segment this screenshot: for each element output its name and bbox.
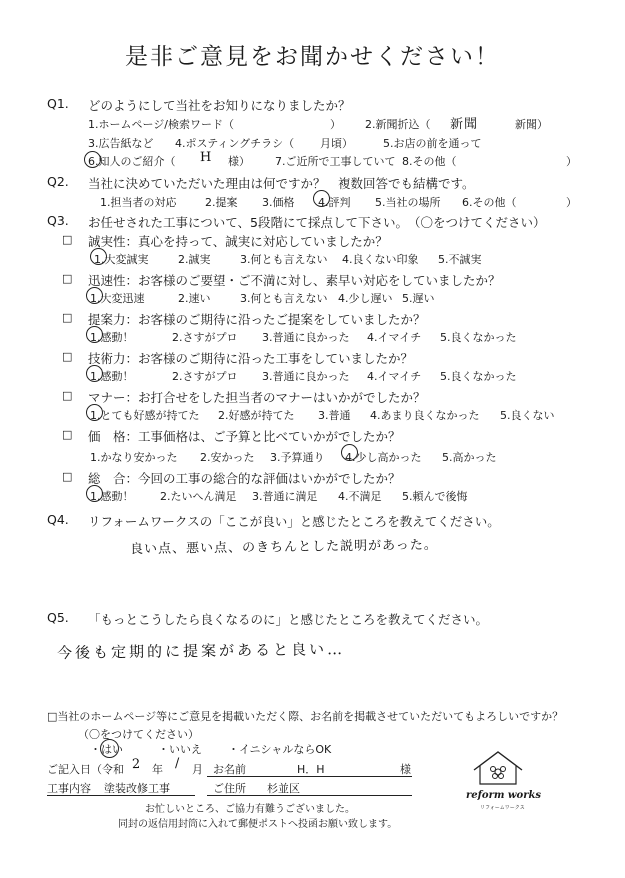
q3-sincerity-option-5[interactable]: 5.不誠実	[438, 253, 482, 266]
work-underline	[47, 795, 195, 796]
work-value[interactable]: 塗装改修工事	[104, 782, 170, 795]
consent-option-yes[interactable]: ・はい	[90, 743, 123, 756]
footer-thanks: お忙しいところ、ご協力有難うございました。	[145, 804, 355, 815]
q1-newspaper-handwritten: 新聞	[449, 116, 479, 133]
q1-option-posting-month: 月頃）	[320, 137, 353, 150]
q1-option-newspaper-close: 新聞）	[515, 118, 548, 131]
q3-proposal-option-2[interactable]: 2.さすがプロ	[172, 331, 238, 344]
q3-overall-option-4[interactable]: 4.不満足	[338, 490, 382, 503]
consent-option-initials[interactable]: ・イニシャルならOK	[228, 743, 332, 756]
q3-item-label-technique: 技術力：お客様のご期待に沿った工事をしていましたか？	[88, 351, 414, 366]
q3-item-label-sincerity: 誠実性：真心を持って、誠実に対応していましたか？	[88, 234, 388, 249]
q3-item-label-price: 価 格：工事価格は、ご予算と比べていかがでしたか？	[88, 429, 401, 444]
logo-subtitle: リフォームワークス	[480, 805, 525, 811]
q3-manner-option-4[interactable]: 4.あまり良くなかった	[370, 409, 480, 422]
footer-instruction: 同封の返信用封筒に入れて郵便ポストへ投函お願い致します。	[118, 819, 398, 830]
q2-option-location[interactable]: 5.当社の場所	[375, 196, 441, 209]
q3-item-checkbox[interactable]: □	[62, 272, 73, 285]
q3-proposal-option-3[interactable]: 3.普通に良かった	[262, 331, 350, 344]
consent-note: （〇をつけてください）	[78, 728, 199, 741]
q2-number: Q2.	[47, 174, 69, 189]
q3-price-option-2[interactable]: 2.安かった	[200, 451, 255, 464]
q2-option-other[interactable]: 6.その他（	[462, 196, 517, 209]
q3-speed-option-5[interactable]: 5.遅い	[402, 292, 435, 305]
q3-technique-option-4[interactable]: 4.イマイチ	[367, 370, 422, 383]
q4-question: リフォームワークスの「ここが良い」と感じたところを教えてください。	[88, 514, 500, 529]
q3-number: Q3.	[47, 213, 69, 228]
q3-price-option-3[interactable]: 3.予算通り	[270, 451, 325, 464]
q5-answer[interactable]: 今後も定期的に提案があると良い…	[56, 639, 346, 663]
q3-item-checkbox[interactable]: □	[62, 470, 73, 483]
q1-option-nearby[interactable]: 7.ご近所で工事していて	[275, 155, 396, 168]
q2-question: 当社に決めていただいた理由は何ですか？ 複数回答でも結構です。	[88, 176, 475, 191]
q3-manner-option-3[interactable]: 3.普通	[318, 409, 351, 422]
name-suffix: 様	[400, 763, 411, 776]
date-year-value[interactable]: 2	[131, 756, 142, 773]
q3-proposal-option-4[interactable]: 4.イマイチ	[367, 331, 422, 344]
q1-option-referral[interactable]: 6.知人のご紹介（	[88, 155, 176, 168]
q3-overall-option-3[interactable]: 3.普通に満足	[252, 490, 318, 503]
q1-option-homepage[interactable]: 1.ホームページ/検索ワード（	[88, 118, 234, 131]
q3-sincerity-option-2[interactable]: 2.誠実	[178, 253, 211, 266]
date-month-value[interactable]: /	[174, 755, 181, 772]
q3-speed-option-4[interactable]: 4.少し遅い	[338, 292, 393, 305]
q3-price-option-4[interactable]: 4.少し高かった	[345, 451, 422, 464]
q2-option-reputation[interactable]: 4.評判	[318, 196, 351, 209]
q3-technique-option-3[interactable]: 3.普通に良かった	[262, 370, 350, 383]
q3-proposal-option-1[interactable]: 1.感動！	[90, 331, 134, 344]
q5-question: 「もっとこうしたら良くなるのに」と感じたところを教えてください。	[88, 612, 489, 627]
q3-item-label-overall: 総 合：今回の工事の総合的な評価はいかがでしたか？	[88, 471, 401, 486]
q3-technique-option-2[interactable]: 2.さすがプロ	[172, 370, 238, 383]
q2-option-proposal[interactable]: 2.提案	[205, 196, 238, 209]
q1-question: どのようにして当社をお知りになりましたか？	[88, 98, 351, 113]
q3-overall-option-2[interactable]: 2.たいへん満足	[160, 490, 237, 503]
date-month-unit: 月	[192, 763, 203, 776]
q3-technique-option-1[interactable]: 1.感動！	[90, 370, 134, 383]
q2-option-staff[interactable]: 1.担当者の対応	[100, 196, 177, 209]
house-logo-icon	[468, 748, 528, 788]
q3-overall-option-5[interactable]: 5.頼んで後悔	[402, 490, 468, 503]
q1-option-other-close: ）	[566, 155, 577, 168]
page-title: 是非ご意見をお聞かせください！	[125, 44, 500, 70]
address-value[interactable]: 杉並区	[267, 782, 300, 795]
q3-item-label-speed: 迅速性：お客様のご要望・ご不満に対し、素早い対応をしていましたか？	[88, 273, 501, 288]
q3-manner-option-1[interactable]: 1.とても好感が持てた	[90, 409, 200, 422]
q3-manner-option-2[interactable]: 2.好感が持てた	[218, 409, 295, 422]
q3-item-label-manner: マナー：お打合せをした担当者のマナーはいかがでしたか？	[88, 390, 426, 405]
address-underline	[207, 795, 412, 796]
q1-referral-name: H	[199, 149, 213, 166]
q1-referral-suffix: 様）	[228, 155, 250, 168]
name-label: お名前	[213, 763, 246, 776]
consent-question: □当社のホームページ等にご意見を掲載いただく際、お名前を掲載させていただいてもよろしいですか？	[47, 710, 564, 723]
name-underline	[207, 776, 412, 777]
q3-sincerity-option-4[interactable]: 4.良くない印象	[342, 253, 419, 266]
q3-item-checkbox[interactable]: □	[62, 389, 73, 402]
work-label: 工事内容	[47, 782, 91, 795]
q3-item-checkbox[interactable]: □	[62, 311, 73, 324]
q2-option-other-close: ）	[566, 196, 577, 209]
q2-option-price[interactable]: 3.価格	[262, 196, 295, 209]
q1-option-other[interactable]: 8.その他（	[402, 155, 457, 168]
q1-option-storefront[interactable]: 5.お店の前を通って	[383, 137, 482, 150]
q3-proposal-option-5[interactable]: 5.良くなかった	[440, 331, 517, 344]
q3-item-checkbox[interactable]: □	[62, 428, 73, 441]
q1-option-newspaper[interactable]: 2.新聞折込（	[365, 118, 431, 131]
date-label: ご記入日（令和	[47, 763, 124, 776]
q1-option-ad[interactable]: 3.広告紙など	[88, 137, 154, 150]
q4-number: Q4.	[47, 512, 69, 527]
q3-sincerity-option-1[interactable]: 1.大変誠実	[94, 253, 149, 266]
q3-item-checkbox[interactable]: □	[62, 233, 73, 246]
q3-manner-option-5[interactable]: 5.良くない	[500, 409, 555, 422]
logo-name: reform works	[466, 790, 542, 801]
address-label: ご住所	[213, 782, 246, 795]
q1-number: Q1.	[47, 96, 69, 111]
q3-speed-option-3[interactable]: 3.何とも言えない	[240, 292, 328, 305]
date-year-unit: 年	[152, 763, 163, 776]
q3-item-label-proposal: 提案力：お客様のご期待に沿ったご提案をしていましたか？	[88, 312, 426, 327]
q5-number: Q5.	[47, 610, 69, 625]
q1-option-homepage-close: ）	[330, 118, 341, 131]
q1-option-posting[interactable]: 4.ポスティングチラシ（	[175, 137, 295, 150]
q3-question: お任せされた工事について、5段階にて採点して下さい。 （〇をつけてください）	[88, 215, 546, 230]
name-value[interactable]: H．H	[297, 763, 325, 776]
consent-option-no[interactable]: ・いいえ	[158, 743, 202, 756]
q3-price-option-1[interactable]: 1.かなり安かった	[90, 451, 178, 464]
q4-answer[interactable]: 良い点、悪い点、のきちんとした説明があった。	[129, 537, 438, 558]
q3-overall-option-1[interactable]: 1.感動！	[90, 490, 134, 503]
q3-speed-option-1[interactable]: 1.大変迅速	[90, 292, 145, 305]
q3-technique-option-5[interactable]: 5.良くなかった	[440, 370, 517, 383]
q3-item-checkbox[interactable]: □	[62, 350, 73, 363]
q3-price-option-5[interactable]: 5.高かった	[442, 451, 497, 464]
q3-speed-option-2[interactable]: 2.速い	[178, 292, 211, 305]
q3-sincerity-option-3[interactable]: 3.何とも言えない	[240, 253, 328, 266]
